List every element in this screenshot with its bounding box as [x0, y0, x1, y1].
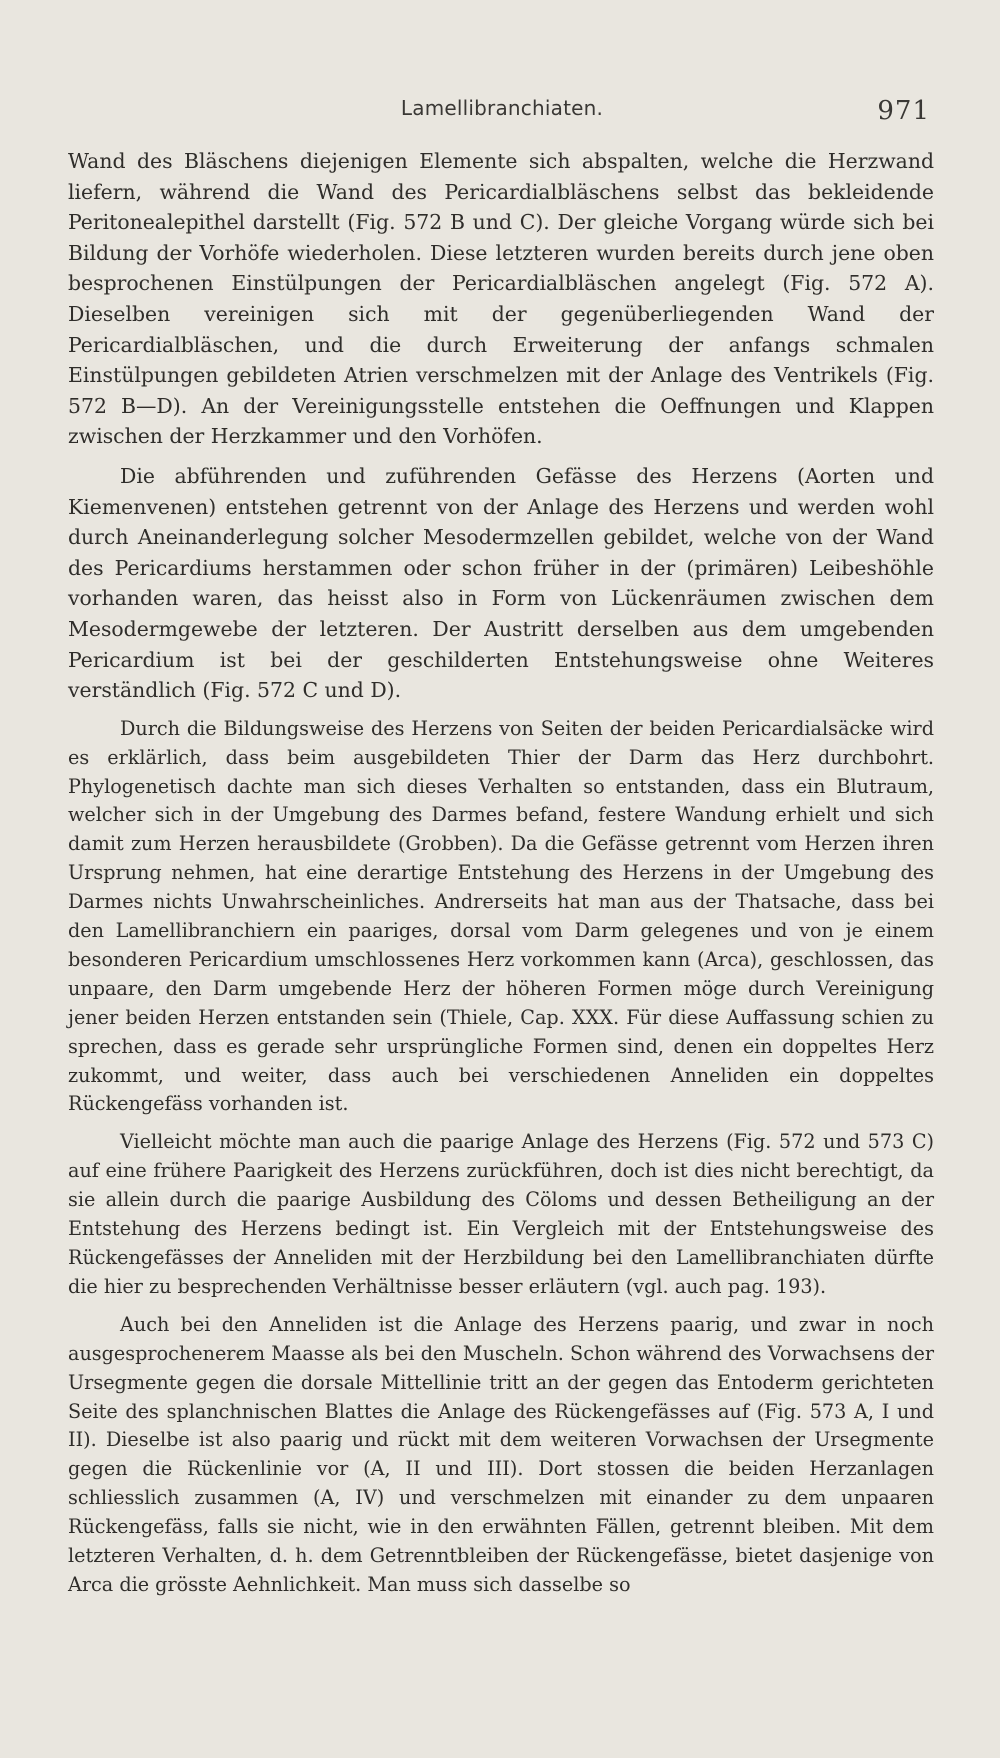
paragraph-5: Auch bei den Anneliden ist die Anlage des Herzens paarig, und zwar in noch ausgesprochenerem Maasse als bei den Muscheln. Schon während des Vorwachsens der Ursegmente gegen die dorsale Mittellinie tritt an der gegen das Entoderm gerichteten Seite des splanchnischen Blattes die Anlage des Rückengefässes auf (Fig. 573 A, I und II). Dieselbe ist also paarig und rückt mit dem weiteren Vorwachsen der Ursegmente gegen die Rückenlinie vor (A, II und III). Dort stossen die beiden Herzanlagen schliesslich zusammen (A, IV) und verschmelzen mit einander zu dem unpaaren Rückengefäss, falls sie nicht, wie in den erwähnten Fällen, getrennt bleiben. Mit dem letzteren Verhalten, d. h. dem Getrenntbleiben der Rückengefässe, bietet dasjenige von Arca die grösste Aehnlichkeit. Man muss sich dasselbe so [68, 1312, 934, 1596]
page-number: 971 [877, 96, 930, 126]
paragraph-1: Wand des Bläschens diejenigen Elemente sich abspalten, welche die Herzwand liefern, während die Wand des Pericardialbläschens selbst das bekleidende Peritonealepithel darstellt (Fig. 572 B und C). Der gleiche Vorgang würde sich bei Bildung der Vorhöfe wiederholen. Diese letzteren wurden bereits durch jene oben besprochenen Einstülpungen der Pericardialbläschen angelegt (Fig. 572 A). Dieselben vereinigen sich mit der gegenüberliegenden Wand der Pericardialbläschen, und die durch Erweiterung der anfangs schmalen Einstülpungen gebildeten Atrien verschmelzen mit der Anlage des Ventrikels (Fig. 572 B—D). An der Vereinigungsstelle entstehen die Oeffnungen und Klappen zwischen der Herzkammer und den Vorhöfen. [68, 149, 934, 449]
body-text [68, 146, 934, 1600]
paragraph-4: Vielleicht möchte man auch die paarige Anlage des Herzens (Fig. 572 und 573 C) auf eine frühere Paarigkeit des Herzens zurückführen, doch ist dies nicht berechtigt, da sie allein durch die paarige Ausbildung des Cöloms und dessen Betheiligung an der Entstehung des Herzens bedingt ist. Ein Vergleich mit der Entstehungsweise des Rückengefässes der Anneliden mit der Herzbildung bei den Lamellibranchiaten dürfte die hier zu besprechenden Verhältnisse besser erläutern (vgl. auch pag. 193). [68, 1130, 934, 1298]
running-title: Lamellibranchiaten. [400, 96, 604, 120]
page-header [68, 96, 936, 130]
paragraph-3: Durch die Bildungsweise des Herzens von Seiten der beiden Pericardialsäcke wird es erklärlich, dass beim ausgebildeten Thier der Darm das Herz durchbohrt. Phylogenetisch dachte man sich dieses Verhalten so entstanden, dass ein Blutraum, welcher sich in der Umgebung des Darmes befand, festere Wandung erhielt und sich damit zum Herzen herausbildete (Grobben). Da die Gefässe getrennt vom Herzen ihren Ursprung nehmen, hat eine derartige Entstehung des Herzens in der Umgebung des Darmes nichts Unwahrscheinliches. Andrerseits hat man aus der Thatsache, dass bei den Lamellibranchiern ein paariges, dorsal vom Darm gelegenes und von je einem besonderen Pericardium umschlossenes Herz vorkommen kann (Arca), geschlossen, das unpaare, den Darm umgebende Herz der höheren Formen möge durch Vereinigung jener beiden Herzen entstanden sein (Thiele, Cap. XXX. Für diese Auffassung schien zu sprechen, dass es gerade sehr ursprüngliche Formen sind, denen ein doppeltes Herz zukommt, und weiter, dass auch bei verschiedenen Anneliden ein doppeltes Rückengefäss vorhanden ist. [68, 716, 934, 1116]
paragraph-2: Die abführenden und zuführenden Gefässe des Herzens (Aorten und Kiemenvenen) entstehen getrennt von der Anlage des Herzens und werden wohl durch Aneinanderlegung solcher Mesodermzellen gebildet, welche von der Wand des Pericardiums herstammen oder schon früher in der (primären) Leibeshöhle vorhanden waren, das heisst also in Form von Lückenräumen zwischen dem Mesodermgewebe der letzteren. Der Austritt derselben aus dem umgebenden Pericardium ist bei der geschilderten Entstehungsweise ohne Weiteres verständlich (Fig. 572 C und D). [68, 463, 934, 703]
